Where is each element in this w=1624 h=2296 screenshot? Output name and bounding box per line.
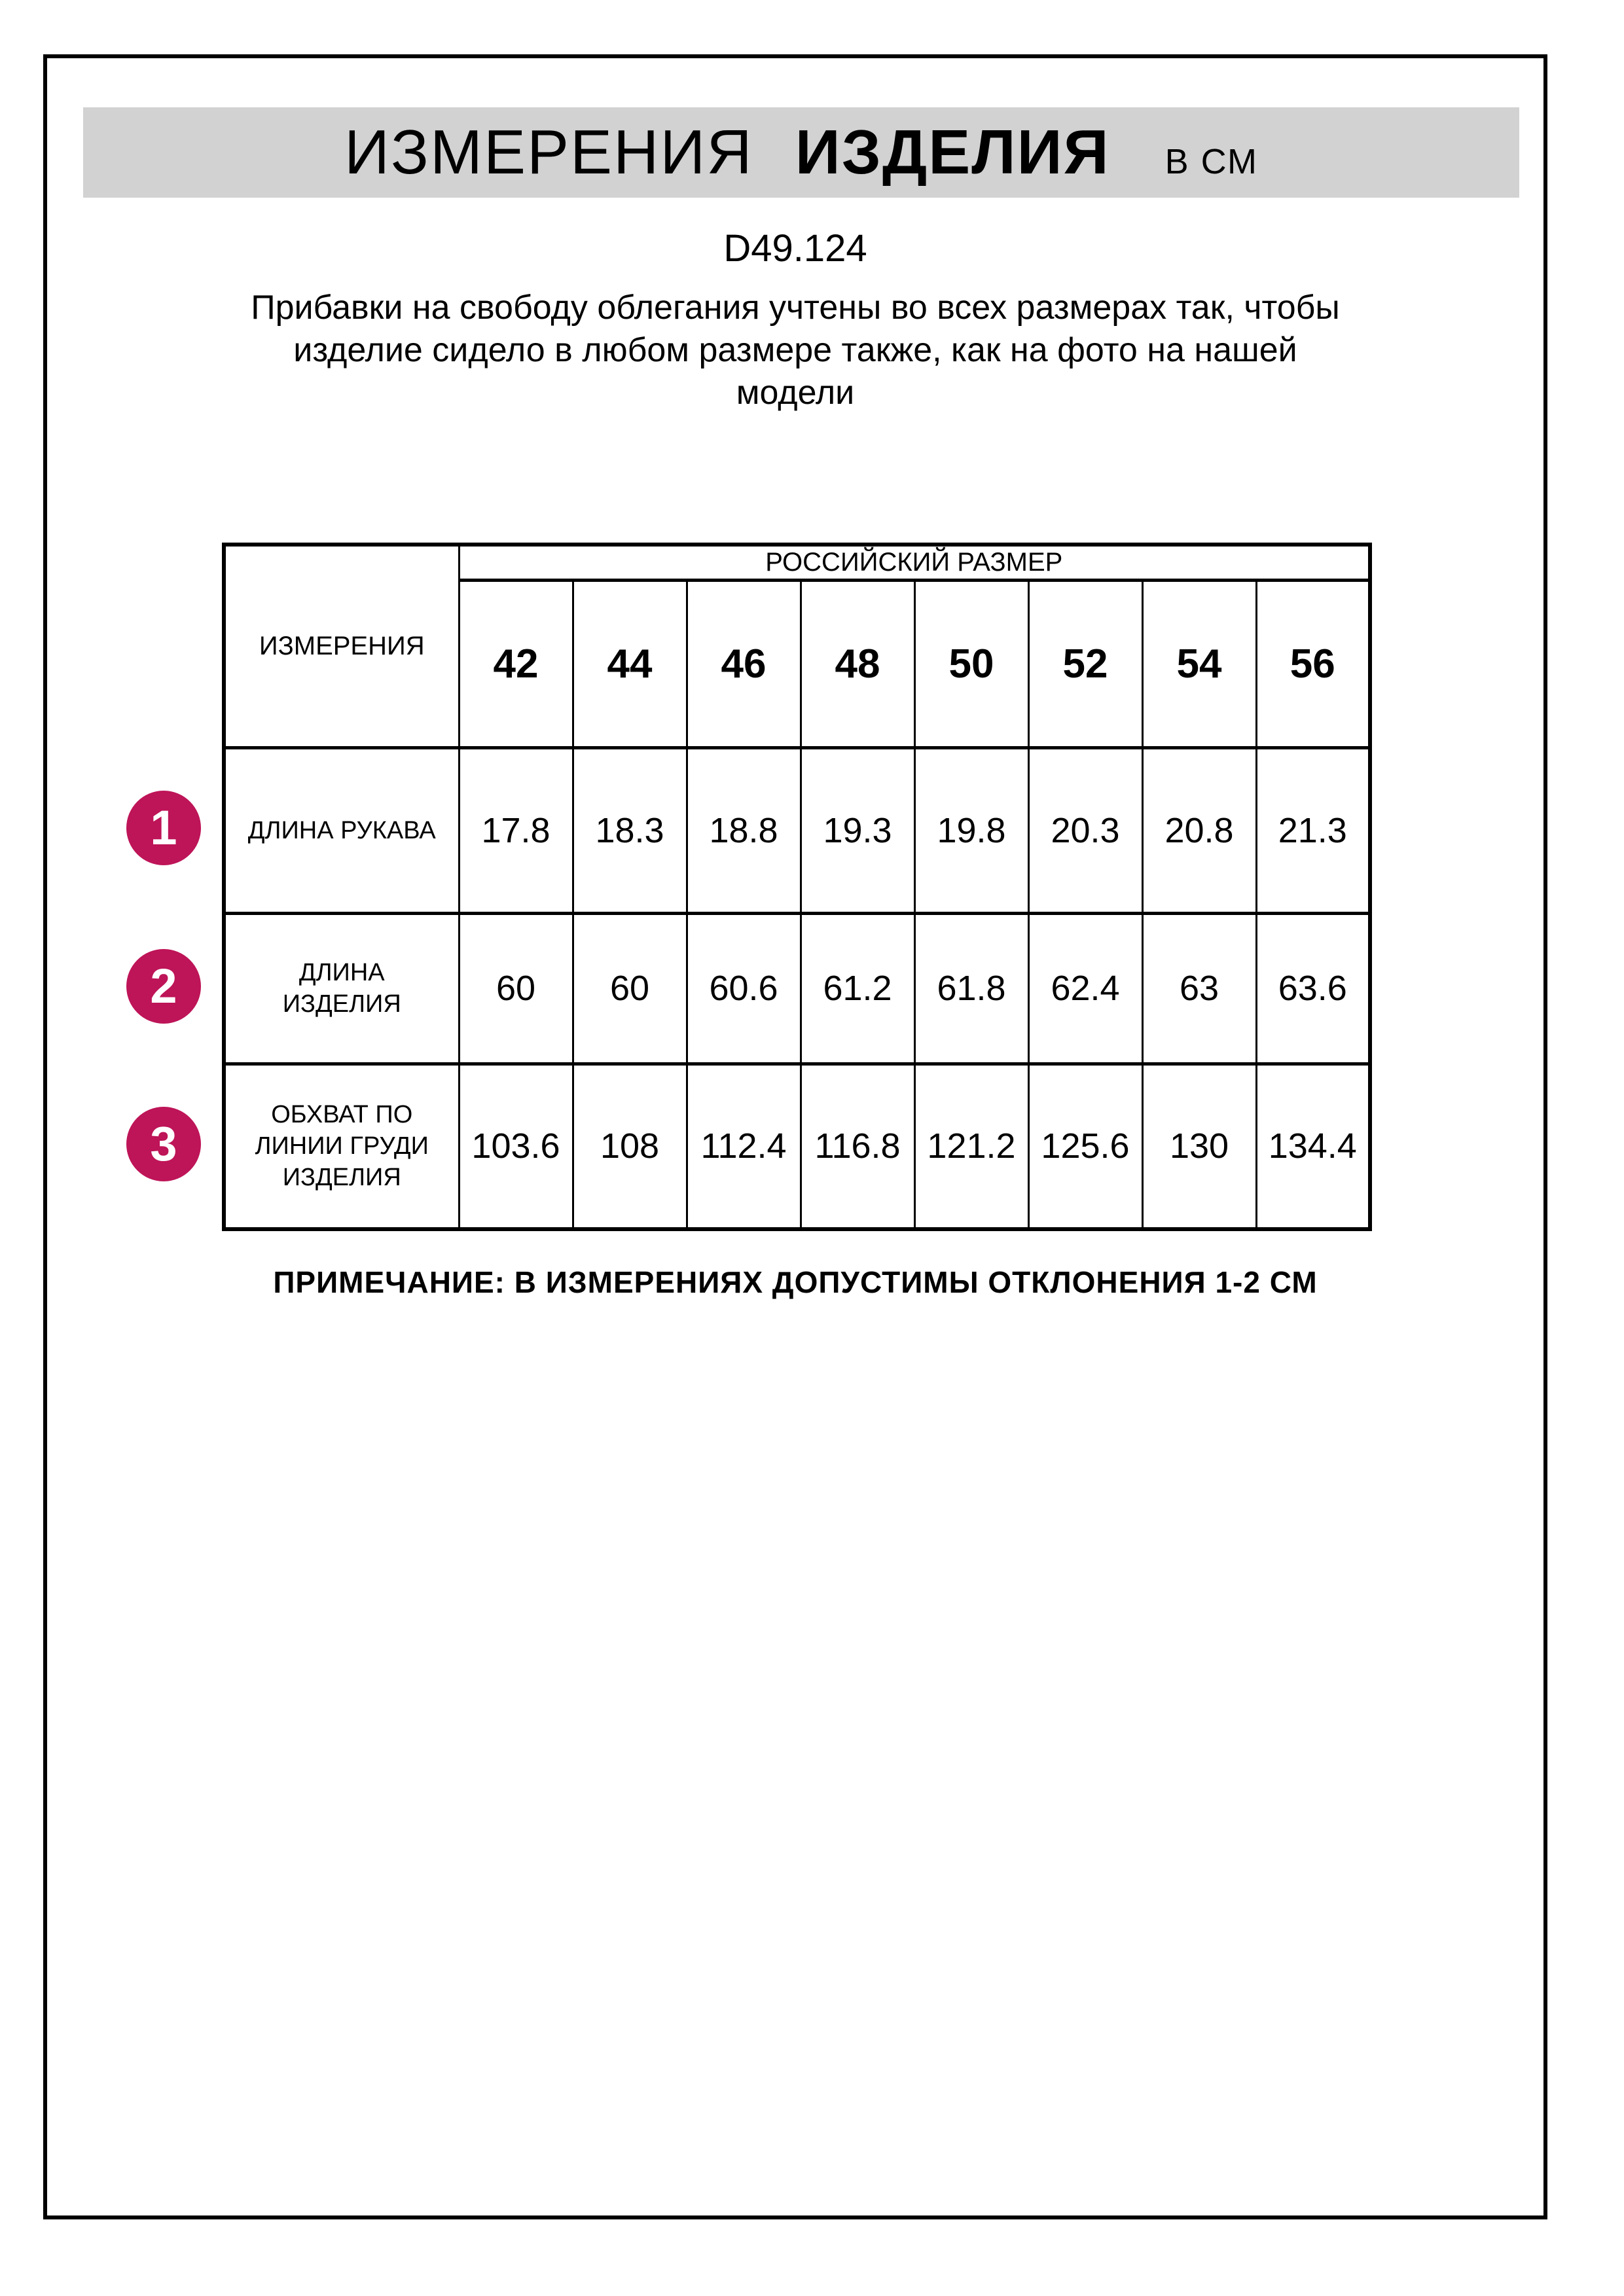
title-word-measurements: ИЗМЕРЕНИЯ <box>344 117 753 187</box>
description-line: модели <box>736 374 855 412</box>
title-word-product: ИЗДЕЛИЯ <box>795 117 1110 187</box>
row-label-line: ДЛИНА <box>298 959 385 986</box>
value-cell: 18.8 <box>687 747 801 913</box>
size-header-cell: 42 <box>459 580 573 747</box>
value-cell: 103.6 <box>459 1064 573 1229</box>
table-header-group-row <box>224 545 1370 580</box>
value-cell: 19.8 <box>914 747 1028 913</box>
row-label-line: ИЗДЕЛИЯ <box>282 990 401 1018</box>
model-code: D49.124 <box>723 227 867 270</box>
row-label-line: ДЛИНА РУКАВА <box>247 816 436 844</box>
size-header-cell: 56 <box>1256 580 1370 747</box>
measurements-table <box>222 543 1372 1231</box>
size-header-cell: 44 <box>573 580 687 747</box>
value-cell: 112.4 <box>687 1064 801 1229</box>
value-cell: 21.3 <box>1256 747 1370 913</box>
value-cell: 130 <box>1142 1064 1256 1229</box>
value-cell: 60.6 <box>687 913 801 1064</box>
row-label-cell <box>224 747 459 913</box>
size-header-cell: 46 <box>687 580 801 747</box>
value-cell: 63.6 <box>1256 913 1370 1064</box>
row-number-badge-3: 3 <box>126 1107 201 1181</box>
value-cell: 108 <box>573 1064 687 1229</box>
table-row-chest-girth <box>224 1064 1370 1229</box>
value-cell: 61.2 <box>801 913 914 1064</box>
size-header-cell: 52 <box>1028 580 1142 747</box>
size-header-cell: 50 <box>914 580 1028 747</box>
value-cell: 20.3 <box>1028 747 1142 913</box>
size-header-cell: 48 <box>801 580 914 747</box>
table-row-sleeve-length <box>224 747 1370 913</box>
value-cell: 121.2 <box>914 1064 1028 1229</box>
row-number-badge-1: 1 <box>126 791 201 865</box>
group-header-cell: РОССИЙСКИЙ РАЗМЕР <box>459 545 1370 580</box>
description-line: Прибавки на свободу облегания учтены во всех размерах так, чтобы <box>251 289 1340 327</box>
value-cell: 20.8 <box>1142 747 1256 913</box>
title-bar <box>83 107 1519 198</box>
value-cell: 17.8 <box>459 747 573 913</box>
value-cell: 60 <box>459 913 573 1064</box>
value-cell: 63 <box>1142 913 1256 1064</box>
value-cell: 19.3 <box>801 747 914 913</box>
note-text: ПРИМЕЧАНИЕ: В ИЗМЕРЕНИЯХ ДОПУСТИМЫ ОТКЛОНЕНИЯ 1-2 СМ <box>273 1265 1318 1299</box>
value-cell: 62.4 <box>1028 913 1142 1064</box>
table-row-product-length <box>224 913 1370 1064</box>
row-label-cell <box>224 913 459 1064</box>
value-cell: 18.3 <box>573 747 687 913</box>
description-paragraph <box>43 287 1547 414</box>
size-header-cell: 54 <box>1142 580 1256 747</box>
description-line: изделие сидело в любом размере также, как на фото на нашей <box>293 331 1297 369</box>
value-cell: 125.6 <box>1028 1064 1142 1229</box>
row-label-line: ИЗДЕЛИЯ <box>282 1164 401 1192</box>
corner-header-cell: ИЗМЕРЕНИЯ <box>224 545 459 747</box>
row-number-badge-2: 2 <box>126 949 201 1024</box>
row-label-line: ОБХВАТ ПО <box>271 1101 413 1129</box>
row-label-cell <box>224 1064 459 1229</box>
value-cell: 61.8 <box>914 913 1028 1064</box>
value-cell: 116.8 <box>801 1064 914 1229</box>
row-label-line: ЛИНИИ ГРУДИ <box>255 1132 429 1160</box>
value-cell: 60 <box>573 913 687 1064</box>
title-unit-suffix: В СМ <box>1164 142 1259 181</box>
value-cell: 134.4 <box>1256 1064 1370 1229</box>
